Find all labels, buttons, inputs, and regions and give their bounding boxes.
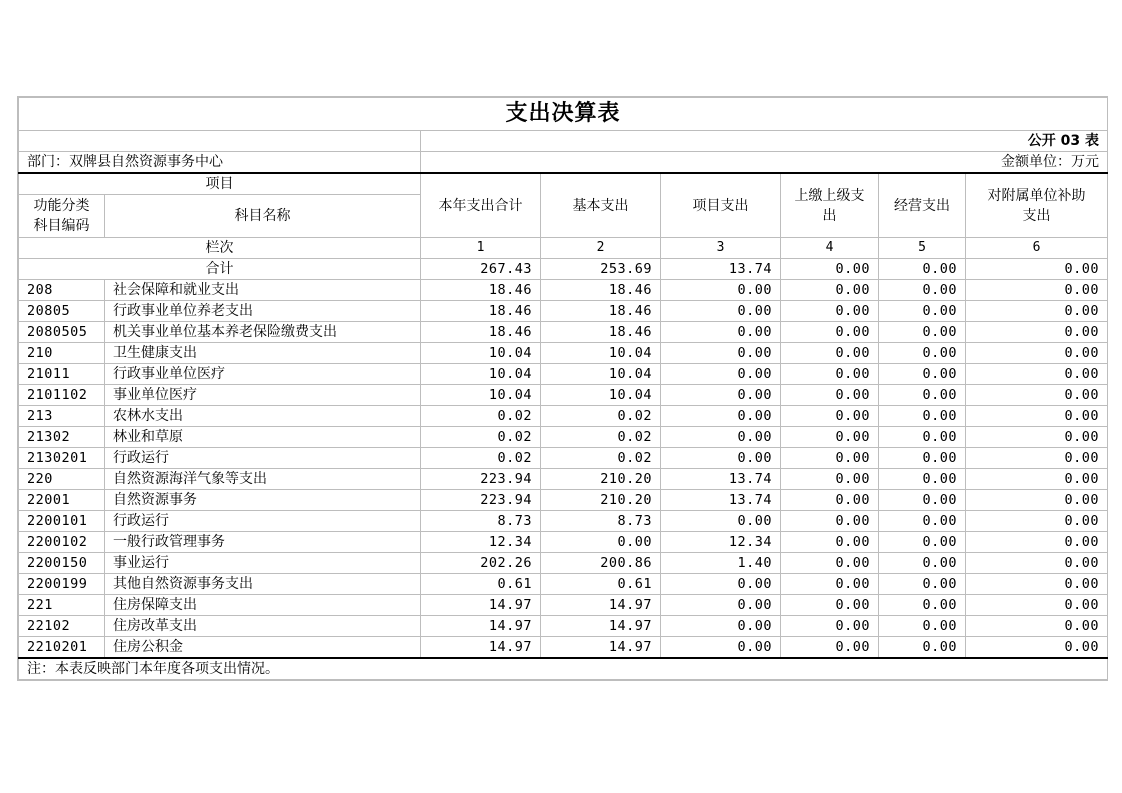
amount-cell: 10.04 bbox=[421, 343, 541, 364]
subject-code: 2210201 bbox=[19, 637, 105, 659]
column-index: 1 bbox=[421, 238, 541, 259]
amount-cell: 0.00 bbox=[781, 343, 879, 364]
total-value: 0.00 bbox=[781, 259, 879, 280]
department-label: 部门：双牌县自然资源事务中心 bbox=[19, 152, 421, 174]
table-row bbox=[19, 427, 1108, 448]
subject-name: 行政运行 bbox=[105, 448, 421, 469]
amount-cell: 0.00 bbox=[879, 364, 966, 385]
amount-cell: 0.00 bbox=[781, 322, 879, 343]
subject-name: 自然资源海洋气象等支出 bbox=[105, 469, 421, 490]
amount-cell: 0.00 bbox=[966, 469, 1108, 490]
subject-code: 210 bbox=[19, 343, 105, 364]
total-value: 13.74 bbox=[661, 259, 781, 280]
amount-cell: 0.00 bbox=[966, 448, 1108, 469]
subject-name: 事业运行 bbox=[105, 553, 421, 574]
table-row bbox=[19, 364, 1108, 385]
amount-cell: 0.02 bbox=[541, 406, 661, 427]
table-row bbox=[19, 385, 1108, 406]
table-row bbox=[19, 574, 1108, 595]
amount-cell: 0.00 bbox=[661, 385, 781, 406]
amount-cell: 0.00 bbox=[966, 301, 1108, 322]
amount-cell: 14.97 bbox=[541, 616, 661, 637]
amount-cell: 0.00 bbox=[879, 532, 966, 553]
table-row bbox=[19, 490, 1108, 511]
subject-code: 2200199 bbox=[19, 574, 105, 595]
amount-cell: 0.00 bbox=[781, 511, 879, 532]
amount-cell: 0.00 bbox=[661, 574, 781, 595]
subject-name: 行政事业单位养老支出 bbox=[105, 301, 421, 322]
amount-cell: 0.00 bbox=[966, 280, 1108, 301]
page-title: 支出决算表 bbox=[19, 98, 1108, 131]
amount-cell: 10.04 bbox=[541, 385, 661, 406]
amount-cell: 18.46 bbox=[541, 322, 661, 343]
sum-label: 合计 bbox=[19, 259, 421, 280]
amount-cell: 18.46 bbox=[421, 301, 541, 322]
column-index: 5 bbox=[879, 238, 966, 259]
amount-cell: 0.00 bbox=[661, 511, 781, 532]
subject-code: 2080505 bbox=[19, 322, 105, 343]
header-total: 本年支出合计 bbox=[421, 173, 541, 238]
amount-cell: 0.00 bbox=[879, 637, 966, 659]
subject-name: 林业和草原 bbox=[105, 427, 421, 448]
table-row bbox=[19, 511, 1108, 532]
subject-name: 住房保障支出 bbox=[105, 595, 421, 616]
amount-cell: 223.94 bbox=[421, 469, 541, 490]
amount-cell: 18.46 bbox=[421, 322, 541, 343]
subject-name: 住房改革支出 bbox=[105, 616, 421, 637]
amount-cell: 0.00 bbox=[879, 616, 966, 637]
amount-cell: 0.00 bbox=[879, 490, 966, 511]
subject-code: 2200101 bbox=[19, 511, 105, 532]
subject-name: 其他自然资源事务支出 bbox=[105, 574, 421, 595]
amount-cell: 223.94 bbox=[421, 490, 541, 511]
amount-cell: 0.00 bbox=[966, 574, 1108, 595]
amount-cell: 0.00 bbox=[781, 490, 879, 511]
amount-cell: 0.00 bbox=[879, 448, 966, 469]
amount-cell: 0.00 bbox=[879, 301, 966, 322]
amount-cell: 18.46 bbox=[421, 280, 541, 301]
amount-cell: 0.00 bbox=[781, 280, 879, 301]
amount-cell: 0.00 bbox=[781, 637, 879, 659]
column-index: 6 bbox=[966, 238, 1108, 259]
total-value: 0.00 bbox=[966, 259, 1108, 280]
amount-cell: 0.00 bbox=[781, 364, 879, 385]
amount-cell: 10.04 bbox=[421, 364, 541, 385]
amount-cell: 0.00 bbox=[879, 385, 966, 406]
amount-cell: 0.00 bbox=[966, 406, 1108, 427]
amount-cell: 0.00 bbox=[966, 553, 1108, 574]
amount-cell: 0.00 bbox=[661, 322, 781, 343]
amount-cell: 0.00 bbox=[966, 427, 1108, 448]
subject-code: 2130201 bbox=[19, 448, 105, 469]
amount-cell: 18.46 bbox=[541, 280, 661, 301]
amount-cell: 0.00 bbox=[966, 490, 1108, 511]
form-number: 公开 03 表 bbox=[421, 131, 1108, 152]
subject-name: 社会保障和就业支出 bbox=[105, 280, 421, 301]
table-row bbox=[19, 448, 1108, 469]
expenditure-sheet bbox=[17, 96, 1108, 681]
amount-cell: 14.97 bbox=[421, 595, 541, 616]
amount-cell: 202.26 bbox=[421, 553, 541, 574]
header-func-code: 功能分类 科目编码 bbox=[19, 195, 105, 238]
amount-cell: 0.02 bbox=[421, 427, 541, 448]
table-row bbox=[19, 637, 1108, 659]
amount-cell: 0.00 bbox=[879, 595, 966, 616]
amount-cell: 0.00 bbox=[661, 280, 781, 301]
amount-cell: 0.02 bbox=[541, 427, 661, 448]
amount-cell: 0.02 bbox=[421, 406, 541, 427]
amount-cell: 0.00 bbox=[781, 385, 879, 406]
amount-cell: 0.00 bbox=[879, 322, 966, 343]
amount-cell: 10.04 bbox=[541, 343, 661, 364]
amount-cell: 0.00 bbox=[781, 469, 879, 490]
amount-cell: 0.00 bbox=[966, 511, 1108, 532]
header-subsidy: 对附属单位补助支出 bbox=[966, 173, 1108, 238]
subject-code: 20805 bbox=[19, 301, 105, 322]
amount-cell: 0.02 bbox=[421, 448, 541, 469]
amount-cell: 0.00 bbox=[781, 595, 879, 616]
amount-cell: 12.34 bbox=[661, 532, 781, 553]
amount-cell: 0.00 bbox=[661, 637, 781, 659]
amount-cell: 0.61 bbox=[421, 574, 541, 595]
amount-cell: 0.00 bbox=[661, 448, 781, 469]
header-project-expense: 项目支出 bbox=[661, 173, 781, 238]
amount-cell: 0.00 bbox=[879, 574, 966, 595]
header-project: 项目 bbox=[19, 173, 421, 195]
amount-cell: 0.00 bbox=[966, 343, 1108, 364]
amount-cell: 0.00 bbox=[879, 469, 966, 490]
amount-cell: 0.00 bbox=[661, 616, 781, 637]
amount-cell: 0.00 bbox=[661, 301, 781, 322]
amount-cell: 1.40 bbox=[661, 553, 781, 574]
amount-cell: 0.00 bbox=[661, 343, 781, 364]
subject-name: 农林水支出 bbox=[105, 406, 421, 427]
table-row bbox=[19, 280, 1108, 301]
amount-cell: 0.00 bbox=[966, 385, 1108, 406]
amount-cell: 210.20 bbox=[541, 490, 661, 511]
subject-name: 一般行政管理事务 bbox=[105, 532, 421, 553]
amount-cell: 0.00 bbox=[781, 301, 879, 322]
subject-code: 22001 bbox=[19, 490, 105, 511]
subject-code: 221 bbox=[19, 595, 105, 616]
amount-cell: 0.00 bbox=[966, 364, 1108, 385]
header-row-label: 栏次 bbox=[19, 238, 421, 259]
amount-cell: 0.00 bbox=[879, 511, 966, 532]
amount-cell: 0.00 bbox=[781, 448, 879, 469]
amount-cell: 0.00 bbox=[966, 637, 1108, 659]
table-row bbox=[19, 343, 1108, 364]
subject-code: 220 bbox=[19, 469, 105, 490]
amount-cell: 210.20 bbox=[541, 469, 661, 490]
subject-name: 住房公积金 bbox=[105, 637, 421, 659]
amount-cell: 0.00 bbox=[879, 406, 966, 427]
subject-name: 事业单位医疗 bbox=[105, 385, 421, 406]
column-index: 4 bbox=[781, 238, 879, 259]
amount-cell: 0.00 bbox=[879, 427, 966, 448]
subject-name: 行政运行 bbox=[105, 511, 421, 532]
subject-code: 208 bbox=[19, 280, 105, 301]
subject-code: 2101102 bbox=[19, 385, 105, 406]
amount-cell: 13.74 bbox=[661, 490, 781, 511]
amount-cell: 0.00 bbox=[879, 343, 966, 364]
table-row bbox=[19, 553, 1108, 574]
header-subject-name: 科目名称 bbox=[105, 195, 421, 238]
total-value: 267.43 bbox=[421, 259, 541, 280]
subject-code: 21302 bbox=[19, 427, 105, 448]
amount-cell: 0.00 bbox=[966, 595, 1108, 616]
amount-cell: 0.00 bbox=[781, 553, 879, 574]
amount-cell: 0.00 bbox=[661, 364, 781, 385]
amount-cell: 14.97 bbox=[541, 595, 661, 616]
table-row bbox=[19, 616, 1108, 637]
column-index: 3 bbox=[661, 238, 781, 259]
amount-cell: 0.00 bbox=[966, 616, 1108, 637]
amount-cell: 14.97 bbox=[541, 637, 661, 659]
blank-cell bbox=[19, 131, 421, 152]
table-row bbox=[19, 532, 1108, 553]
amount-cell: 0.00 bbox=[781, 406, 879, 427]
amount-cell: 13.74 bbox=[661, 469, 781, 490]
subject-code: 22102 bbox=[19, 616, 105, 637]
amount-cell: 0.61 bbox=[541, 574, 661, 595]
amount-cell: 18.46 bbox=[541, 301, 661, 322]
subject-name: 机关事业单位基本养老保险缴费支出 bbox=[105, 322, 421, 343]
amount-cell: 0.00 bbox=[879, 553, 966, 574]
table-row bbox=[19, 301, 1108, 322]
amount-cell: 0.00 bbox=[781, 574, 879, 595]
table-row bbox=[19, 406, 1108, 427]
subject-code: 213 bbox=[19, 406, 105, 427]
amount-cell: 0.00 bbox=[661, 427, 781, 448]
amount-cell: 0.00 bbox=[781, 532, 879, 553]
unit-label: 金额单位：万元 bbox=[421, 152, 1108, 174]
amount-cell: 12.34 bbox=[421, 532, 541, 553]
total-value: 253.69 bbox=[541, 259, 661, 280]
amount-cell: 0.02 bbox=[541, 448, 661, 469]
subject-name: 卫生健康支出 bbox=[105, 343, 421, 364]
amount-cell: 0.00 bbox=[781, 427, 879, 448]
amount-cell: 0.00 bbox=[661, 406, 781, 427]
amount-cell: 8.73 bbox=[541, 511, 661, 532]
amount-cell: 10.04 bbox=[541, 364, 661, 385]
expenditure-table bbox=[18, 97, 1108, 680]
table-row bbox=[19, 595, 1108, 616]
subject-name: 自然资源事务 bbox=[105, 490, 421, 511]
amount-cell: 0.00 bbox=[541, 532, 661, 553]
amount-cell: 8.73 bbox=[421, 511, 541, 532]
subject-code: 2200102 bbox=[19, 532, 105, 553]
total-value: 0.00 bbox=[879, 259, 966, 280]
amount-cell: 0.00 bbox=[966, 532, 1108, 553]
amount-cell: 10.04 bbox=[421, 385, 541, 406]
amount-cell: 0.00 bbox=[661, 595, 781, 616]
table-note: 注：本表反映部门本年度各项支出情况。 bbox=[19, 658, 1108, 680]
table-row bbox=[19, 469, 1108, 490]
header-business: 经营支出 bbox=[879, 173, 966, 238]
amount-cell: 14.97 bbox=[421, 616, 541, 637]
table-row bbox=[19, 322, 1108, 343]
amount-cell: 14.97 bbox=[421, 637, 541, 659]
amount-cell: 200.86 bbox=[541, 553, 661, 574]
subject-code: 2200150 bbox=[19, 553, 105, 574]
subject-code: 21011 bbox=[19, 364, 105, 385]
header-basic: 基本支出 bbox=[541, 173, 661, 238]
column-index: 2 bbox=[541, 238, 661, 259]
amount-cell: 0.00 bbox=[781, 616, 879, 637]
amount-cell: 0.00 bbox=[966, 322, 1108, 343]
amount-cell: 0.00 bbox=[879, 280, 966, 301]
header-upper: 上缴上级支出 bbox=[781, 173, 879, 238]
subject-name: 行政事业单位医疗 bbox=[105, 364, 421, 385]
